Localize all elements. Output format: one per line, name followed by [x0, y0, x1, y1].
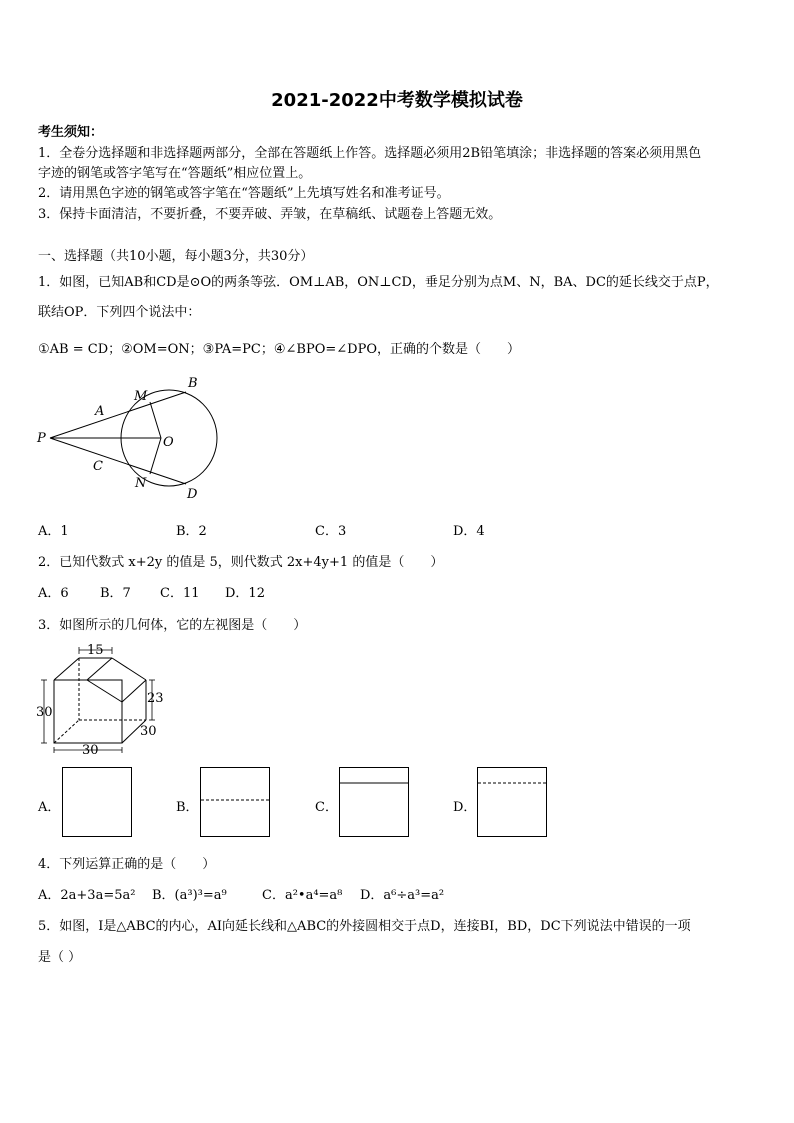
- q3-option-a-figure[interactable]: [62, 767, 132, 837]
- q1-option-d[interactable]: D．4: [453, 524, 485, 539]
- line-pb: [50, 392, 186, 438]
- q5-stem-line1: 5．如图，I是△ABC的内心，AI向延长线和△ABC的外接圆相交于点D，连接BI，BD，DC下列说法中错误的一项: [38, 919, 691, 934]
- line-om: [150, 402, 161, 438]
- page-title: 2021-2022中考数学模拟试卷: [271, 90, 523, 111]
- q1-stem-line1: 1．如图，已知AB和CD是⊙O的两条等弦．OM⊥AB，ON⊥CD，垂足分别为点M、N，BA、DC的延长线交于点P，: [38, 275, 719, 290]
- q1-option-b[interactable]: B．2: [176, 524, 207, 539]
- q2-stem: 2．已知代数式 x+2y 的值是 5，则代数式 2x+4y+1 的值是（ ）: [38, 555, 444, 570]
- notice-heading: 考生须知：: [38, 125, 104, 140]
- q3-option-b-figure[interactable]: [200, 767, 270, 837]
- line-on: [150, 438, 161, 474]
- q2-option-c[interactable]: C．11: [160, 586, 200, 601]
- notice-line-1b: 字迹的钢笔或答字笔写在“答题纸”相应位置上。: [38, 166, 312, 181]
- dim-height-right: 23: [147, 691, 164, 706]
- q3-stem: 3．如图所示的几何体，它的左视图是（ ）: [38, 618, 307, 633]
- dim-depth: 30: [140, 724, 157, 739]
- dim-height-left: 30: [36, 705, 53, 720]
- q2-option-a[interactable]: A．6: [38, 586, 69, 601]
- q4-option-a[interactable]: A．2a+3a=5a²: [38, 888, 136, 903]
- label-d: D: [187, 487, 198, 502]
- q4-option-c[interactable]: C．a²•a⁴=a⁸: [262, 888, 343, 903]
- dim-top: 15: [87, 643, 104, 658]
- q4-stem: 4．下列运算正确的是（ ）: [38, 857, 216, 872]
- dim-bottom: 30: [82, 743, 99, 758]
- label-c: C: [93, 459, 103, 474]
- q3-option-d-label[interactable]: D．: [453, 800, 477, 815]
- section-heading: 一、选择题（共10小题，每小题3分，共30分）: [38, 249, 314, 264]
- label-n: N: [135, 476, 147, 491]
- notice-line-2: 2．请用黑色字迹的钢笔或答字笔在“答题纸”上先填写姓名和准考证号。: [38, 186, 450, 201]
- q5-stem-line2: 是（ ）: [38, 950, 82, 965]
- notice-line-1a: 1．全卷分选择题和非选择题两部分，全部在答题纸上作答。选择题必须用2B铅笔填涂；非选择题的答案必须用黑色: [38, 146, 702, 161]
- q3-option-d-figure[interactable]: [477, 767, 547, 837]
- label-o: O: [163, 435, 174, 450]
- label-m: M: [134, 389, 148, 404]
- q1-option-a[interactable]: A．1: [38, 524, 69, 539]
- label-p: P: [37, 431, 46, 446]
- q3-solid-figure: [34, 640, 174, 758]
- q1-circle-figure: [34, 370, 224, 505]
- q1-option-c[interactable]: C．3: [315, 524, 347, 539]
- notice-line-3: 3．保持卡面清洁，不要折叠，不要弄破、弄皱，在草稿纸、试题卷上答题无效。: [38, 207, 502, 222]
- q1-statements: ①AB = CD；②OM=ON；③PA=PC；④∠BPO=∠DPO，正确的个数是（ ）: [38, 342, 520, 357]
- q4-option-b[interactable]: B．(a³)³=a⁹: [152, 888, 227, 903]
- q2-option-d[interactable]: D．12: [225, 586, 265, 601]
- label-b: B: [188, 376, 198, 391]
- q3-option-b-label[interactable]: B．: [176, 800, 199, 815]
- label-a: A: [95, 404, 105, 419]
- q1-stem-line2: 联结OP．下列四个说法中：: [38, 305, 201, 320]
- q3-option-a-label[interactable]: A．: [38, 800, 61, 815]
- q2-option-b[interactable]: B．7: [100, 586, 131, 601]
- q3-option-c-figure[interactable]: [339, 767, 409, 837]
- q3-option-c-label[interactable]: C．: [315, 800, 338, 815]
- q4-option-d[interactable]: D．a⁶÷a³=a²: [360, 888, 445, 903]
